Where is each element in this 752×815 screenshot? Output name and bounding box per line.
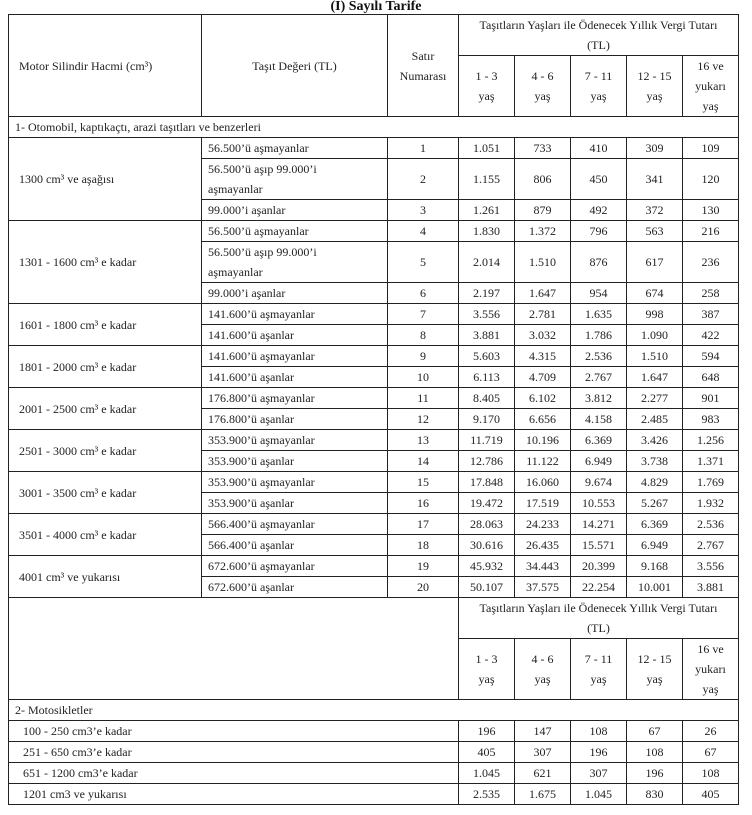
value-cell: 1.371 bbox=[683, 451, 739, 472]
satir-cell: 16 bbox=[388, 493, 459, 514]
satir-cell: 13 bbox=[388, 430, 459, 451]
value-cell: 3.812 bbox=[571, 388, 627, 409]
deger-cell: 176.800’ü aşanlar bbox=[202, 409, 388, 430]
table-row bbox=[9, 138, 739, 159]
satir-cell: 10 bbox=[388, 367, 459, 388]
value-cell: 372 bbox=[627, 200, 683, 221]
motor-cell: 100 - 250 cm3’e kadar bbox=[9, 721, 459, 742]
value-cell: 147 bbox=[515, 721, 571, 742]
motor-cell: 2001 - 2500 cm³ e kadar bbox=[9, 388, 202, 430]
value-cell: 341 bbox=[627, 159, 683, 200]
value-cell: 594 bbox=[683, 346, 739, 367]
value-cell: 3.881 bbox=[683, 577, 739, 598]
satir-cell: 4 bbox=[388, 221, 459, 242]
motor-cell: 251 - 650 cm3’e kadar bbox=[9, 742, 459, 763]
value-cell: 4.709 bbox=[515, 367, 571, 388]
value-cell: 6.102 bbox=[515, 388, 571, 409]
value-cell: 954 bbox=[571, 283, 627, 304]
value-cell: 14.271 bbox=[571, 514, 627, 535]
value-cell: 4.315 bbox=[515, 346, 571, 367]
value-cell: 1.261 bbox=[459, 200, 515, 221]
empty-header-cell bbox=[9, 598, 459, 700]
satir-cell: 5 bbox=[388, 242, 459, 283]
motor-cell: 4001 cm³ ve yukarısı bbox=[9, 556, 202, 598]
header-age-col: 12 - 15 yaş bbox=[627, 639, 683, 700]
value-cell: 8.405 bbox=[459, 388, 515, 409]
value-cell: 983 bbox=[683, 409, 739, 430]
value-cell: 9.674 bbox=[571, 472, 627, 493]
value-cell: 450 bbox=[571, 159, 627, 200]
table-row bbox=[9, 763, 739, 784]
value-cell: 196 bbox=[571, 742, 627, 763]
value-cell: 1.045 bbox=[571, 784, 627, 805]
value-cell: 3.738 bbox=[627, 451, 683, 472]
value-cell: 6.113 bbox=[459, 367, 515, 388]
value-cell: 422 bbox=[683, 325, 739, 346]
table-row bbox=[9, 304, 739, 325]
header-age-col: 4 - 6 yaş bbox=[515, 639, 571, 700]
motor-cell: 3501 - 4000 cm³ e kadar bbox=[9, 514, 202, 556]
value-cell: 387 bbox=[683, 304, 739, 325]
value-cell: 3.032 bbox=[515, 325, 571, 346]
value-cell: 1.647 bbox=[515, 283, 571, 304]
value-cell: 648 bbox=[683, 367, 739, 388]
value-cell: 37.575 bbox=[515, 577, 571, 598]
value-cell: 1.256 bbox=[683, 430, 739, 451]
value-cell: 2.767 bbox=[683, 535, 739, 556]
value-cell: 10.196 bbox=[515, 430, 571, 451]
header-motor: Motor Silindir Hacmi (cm³) bbox=[9, 15, 202, 117]
deger-cell: 353.900’ü aşmayanlar bbox=[202, 430, 388, 451]
value-cell: 5.603 bbox=[459, 346, 515, 367]
value-cell: 6.656 bbox=[515, 409, 571, 430]
header-age-col: 1 - 3 yaş bbox=[459, 56, 515, 117]
header-age-col: 1 - 3 yaş bbox=[459, 639, 515, 700]
value-cell: 130 bbox=[683, 200, 739, 221]
value-cell: 1.090 bbox=[627, 325, 683, 346]
table-row bbox=[9, 430, 739, 451]
value-cell: 4.158 bbox=[571, 409, 627, 430]
value-cell: 492 bbox=[571, 200, 627, 221]
value-cell: 196 bbox=[459, 721, 515, 742]
value-cell: 796 bbox=[571, 221, 627, 242]
value-cell: 617 bbox=[627, 242, 683, 283]
value-cell: 24.233 bbox=[515, 514, 571, 535]
value-cell: 3.881 bbox=[459, 325, 515, 346]
deger-cell: 176.800’ü aşmayanlar bbox=[202, 388, 388, 409]
value-cell: 2.767 bbox=[571, 367, 627, 388]
value-cell: 2.485 bbox=[627, 409, 683, 430]
header-satir: Satır Numarası bbox=[388, 15, 459, 117]
value-cell: 34.443 bbox=[515, 556, 571, 577]
value-cell: 1.372 bbox=[515, 221, 571, 242]
value-cell: 17.848 bbox=[459, 472, 515, 493]
value-cell: 2.536 bbox=[683, 514, 739, 535]
value-cell: 216 bbox=[683, 221, 739, 242]
deger-cell: 672.600’ü aşmayanlar bbox=[202, 556, 388, 577]
value-cell: 1.635 bbox=[571, 304, 627, 325]
value-cell: 258 bbox=[683, 283, 739, 304]
motor-cell: 1300 cm³ ve aşağısı bbox=[9, 138, 202, 221]
deger-cell: 56.500’ü aşıp 99.000’i aşmayanlar bbox=[202, 159, 388, 200]
header-age-col: 7 - 11 yaş bbox=[571, 56, 627, 117]
value-cell: 1.769 bbox=[683, 472, 739, 493]
satir-cell: 8 bbox=[388, 325, 459, 346]
table-row bbox=[9, 514, 739, 535]
motor-cell: 1801 - 2000 cm³ e kadar bbox=[9, 346, 202, 388]
header-age-col: 7 - 11 yaş bbox=[571, 639, 627, 700]
deger-cell: 56.500’ü aşıp 99.000’i aşmayanlar bbox=[202, 242, 388, 283]
value-cell: 1.647 bbox=[627, 367, 683, 388]
value-cell: 1.155 bbox=[459, 159, 515, 200]
value-cell: 1.830 bbox=[459, 221, 515, 242]
value-cell: 6.949 bbox=[571, 451, 627, 472]
motor-cell: 3001 - 3500 cm³ e kadar bbox=[9, 472, 202, 514]
header-age-col: 16 ve yukarı yaş bbox=[683, 639, 739, 700]
tax-tariff-table bbox=[8, 14, 739, 805]
value-cell: 67 bbox=[627, 721, 683, 742]
deger-cell: 141.600’ü aşanlar bbox=[202, 367, 388, 388]
value-cell: 15.571 bbox=[571, 535, 627, 556]
table-row bbox=[9, 346, 739, 367]
value-cell: 12.786 bbox=[459, 451, 515, 472]
value-cell: 4.829 bbox=[627, 472, 683, 493]
satir-cell: 20 bbox=[388, 577, 459, 598]
deger-cell: 566.400’ü aşanlar bbox=[202, 535, 388, 556]
header-vergi-2: Taşıtların Yaşları ile Ödenecek Yıllık Vergi Tutarı (TL) bbox=[459, 598, 739, 639]
header-age-col: 4 - 6 yaş bbox=[515, 56, 571, 117]
value-cell: 901 bbox=[683, 388, 739, 409]
table-row bbox=[9, 784, 739, 805]
value-cell: 109 bbox=[683, 138, 739, 159]
value-cell: 108 bbox=[627, 742, 683, 763]
table-title: (I) Sayılı Tarife bbox=[330, 0, 422, 14]
satir-cell: 9 bbox=[388, 346, 459, 367]
value-cell: 2.277 bbox=[627, 388, 683, 409]
value-cell: 2.535 bbox=[459, 784, 515, 805]
motor-cell: 2501 - 3000 cm³ e kadar bbox=[9, 430, 202, 472]
value-cell: 28.063 bbox=[459, 514, 515, 535]
satir-cell: 6 bbox=[388, 283, 459, 304]
value-cell: 1.045 bbox=[459, 763, 515, 784]
deger-cell: 56.500’ü aşmayanlar bbox=[202, 221, 388, 242]
motor-cell: 1301 - 1600 cm³ e kadar bbox=[9, 221, 202, 304]
value-cell: 3.556 bbox=[683, 556, 739, 577]
value-cell: 30.616 bbox=[459, 535, 515, 556]
value-cell: 1.051 bbox=[459, 138, 515, 159]
value-cell: 16.060 bbox=[515, 472, 571, 493]
deger-cell: 353.900’ü aşanlar bbox=[202, 451, 388, 472]
deger-cell: 141.600’ü aşmayanlar bbox=[202, 304, 388, 325]
value-cell: 806 bbox=[515, 159, 571, 200]
value-cell: 108 bbox=[571, 721, 627, 742]
value-cell: 2.197 bbox=[459, 283, 515, 304]
deger-cell: 566.400’ü aşmayanlar bbox=[202, 514, 388, 535]
table-row bbox=[9, 472, 739, 493]
value-cell: 674 bbox=[627, 283, 683, 304]
table-row bbox=[9, 721, 739, 742]
value-cell: 879 bbox=[515, 200, 571, 221]
value-cell: 307 bbox=[515, 742, 571, 763]
value-cell: 410 bbox=[571, 138, 627, 159]
satir-cell: 1 bbox=[388, 138, 459, 159]
value-cell: 733 bbox=[515, 138, 571, 159]
value-cell: 1.510 bbox=[627, 346, 683, 367]
satir-cell: 11 bbox=[388, 388, 459, 409]
value-cell: 9.168 bbox=[627, 556, 683, 577]
value-cell: 3.556 bbox=[459, 304, 515, 325]
value-cell: 6.369 bbox=[571, 430, 627, 451]
value-cell: 309 bbox=[627, 138, 683, 159]
deger-cell: 99.000’i aşanlar bbox=[202, 200, 388, 221]
value-cell: 20.399 bbox=[571, 556, 627, 577]
satir-cell: 7 bbox=[388, 304, 459, 325]
value-cell: 1.510 bbox=[515, 242, 571, 283]
table-row bbox=[9, 221, 739, 242]
value-cell: 307 bbox=[571, 763, 627, 784]
value-cell: 11.122 bbox=[515, 451, 571, 472]
value-cell: 998 bbox=[627, 304, 683, 325]
value-cell: 120 bbox=[683, 159, 739, 200]
deger-cell: 99.000’i aşanlar bbox=[202, 283, 388, 304]
value-cell: 9.170 bbox=[459, 409, 515, 430]
header-age-col: 16 ve yukarı yaş bbox=[683, 56, 739, 117]
section-label: 1- Otomobil, kaptıkaçtı, arazi taşıtları ve benzerleri bbox=[9, 117, 739, 138]
value-cell: 3.426 bbox=[627, 430, 683, 451]
satir-cell: 3 bbox=[388, 200, 459, 221]
value-cell: 2.014 bbox=[459, 242, 515, 283]
value-cell: 45.932 bbox=[459, 556, 515, 577]
table-row bbox=[9, 556, 739, 577]
deger-cell: 353.900’ü aşmayanlar bbox=[202, 472, 388, 493]
value-cell: 1.932 bbox=[683, 493, 739, 514]
value-cell: 108 bbox=[683, 763, 739, 784]
satir-cell: 19 bbox=[388, 556, 459, 577]
value-cell: 22.254 bbox=[571, 577, 627, 598]
value-cell: 876 bbox=[571, 242, 627, 283]
motor-cell: 1201 cm3 ve yukarısı bbox=[9, 784, 459, 805]
section-label: 2- Motosikletler bbox=[9, 700, 739, 721]
value-cell: 1.675 bbox=[515, 784, 571, 805]
value-cell: 5.267 bbox=[627, 493, 683, 514]
value-cell: 405 bbox=[683, 784, 739, 805]
value-cell: 19.472 bbox=[459, 493, 515, 514]
value-cell: 6.949 bbox=[627, 535, 683, 556]
value-cell: 1.786 bbox=[571, 325, 627, 346]
satir-cell: 2 bbox=[388, 159, 459, 200]
deger-cell: 141.600’ü aşanlar bbox=[202, 325, 388, 346]
value-cell: 196 bbox=[627, 763, 683, 784]
motor-cell: 651 - 1200 cm3’e kadar bbox=[9, 763, 459, 784]
deger-cell: 672.600’ü aşanlar bbox=[202, 577, 388, 598]
value-cell: 2.781 bbox=[515, 304, 571, 325]
satir-cell: 12 bbox=[388, 409, 459, 430]
value-cell: 6.369 bbox=[627, 514, 683, 535]
value-cell: 621 bbox=[515, 763, 571, 784]
value-cell: 10.553 bbox=[571, 493, 627, 514]
value-cell: 2.536 bbox=[571, 346, 627, 367]
value-cell: 236 bbox=[683, 242, 739, 283]
deger-cell: 141.600’ü aşmayanlar bbox=[202, 346, 388, 367]
value-cell: 50.107 bbox=[459, 577, 515, 598]
value-cell: 405 bbox=[459, 742, 515, 763]
table-row bbox=[9, 388, 739, 409]
motor-cell: 1601 - 1800 cm³ e kadar bbox=[9, 304, 202, 346]
value-cell: 563 bbox=[627, 221, 683, 242]
header-deger: Taşıt Değeri (TL) bbox=[202, 15, 388, 117]
satir-cell: 18 bbox=[388, 535, 459, 556]
deger-cell: 56.500’ü aşmayanlar bbox=[202, 138, 388, 159]
header-age-col: 12 - 15 yaş bbox=[627, 56, 683, 117]
deger-cell: 353.900’ü aşanlar bbox=[202, 493, 388, 514]
value-cell: 830 bbox=[627, 784, 683, 805]
value-cell: 67 bbox=[683, 742, 739, 763]
table-row bbox=[9, 742, 739, 763]
value-cell: 26 bbox=[683, 721, 739, 742]
header-vergi: Taşıtların Yaşları ile Ödenecek Yıllık Vergi Tutarı (TL) bbox=[459, 15, 739, 56]
value-cell: 11.719 bbox=[459, 430, 515, 451]
value-cell: 26.435 bbox=[515, 535, 571, 556]
satir-cell: 14 bbox=[388, 451, 459, 472]
value-cell: 17.519 bbox=[515, 493, 571, 514]
satir-cell: 17 bbox=[388, 514, 459, 535]
value-cell: 10.001 bbox=[627, 577, 683, 598]
satir-cell: 15 bbox=[388, 472, 459, 493]
